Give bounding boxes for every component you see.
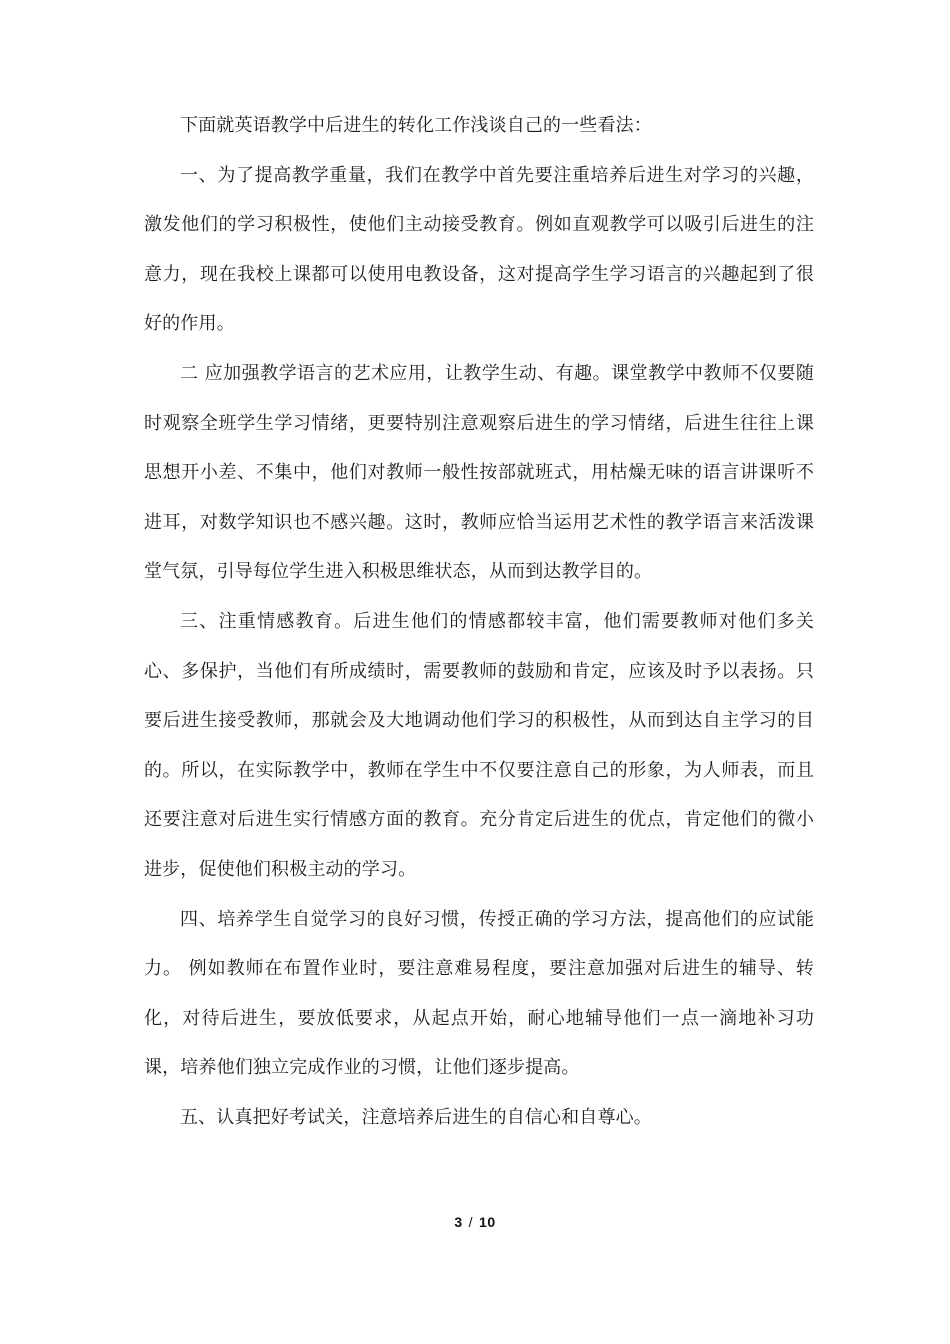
document-body <box>144 101 814 1142</box>
paragraph-point-1: 一、为了提高教学重量，我们在教学中首先要注重培养后进生对学习的兴趣，激发他们的学习积极性，使他们主动接受教育。例如直观教学可以吸引后进生的注意力，现在我校上课都可以使用电教设备，这对提高学生学习语言的兴趣起到了很好的作用。 <box>144 164 814 335</box>
current-page-number: 3 <box>454 1214 463 1230</box>
page-number-separator: / <box>468 1214 474 1230</box>
paragraph-point-5: 五、认真把好考试关，注意培养后进生的自信心和自尊心。 <box>180 1106 652 1128</box>
paragraph-intro: 下面就英语教学中后进生的转化工作浅谈自己的一些看法： <box>180 115 652 136</box>
total-page-count: 10 <box>479 1214 496 1230</box>
paragraph-point-4: 四、培养学生自觉学习的良好习惯，传授正确的学习方法，提高他们的应试能力。 例如教师在布置作业时，要注意难易程度，要注意加强对后进生的辅导、转化，对待后进生，要放低要求，从起点开始，耐心地辅导他们一点一滴地补习功课，培养他们独立完成作业的习惯，让他们逐步提高。 <box>144 908 814 1079</box>
page-number <box>0 1214 950 1230</box>
paragraph-point-3: 三、注重情感教育。后进生他们的情感都较丰富，他们需要教师对他们多关心、多保护，当他们有所成绩时，需要教师的鼓励和肯定，应该及时予以表扬。只要后进生接受教师，那就会及大地调动他们学习的积极性，从而到达自主学习的目的。所以，在实际教学中，教师在学生中不仅要注意自己的形象，为人师表，而且还要注意对后进生实行情感方面的教育。充分肯定后进生的优点，肯定他们的微小进步，促使他们积极主动的学习。 <box>144 610 814 880</box>
paragraph-point-2: 二 应加强教学语言的艺术应用，让教学生动、有趣。课堂教学中教师不仅要随时观察全班学生学习情绪，更要特别注意观察后进生的学习情绪，后进生往往上课思想开小差、不集中，他们对教师一般性按部就班式，用枯燥无味的语言讲课听不进耳，对数学知识也不感兴趣。这时，教师应恰当运用艺术性的教学语言来活泼课堂气氛，引导每位学生进入积极思维状态，从而到达教学目的。 <box>144 362 814 583</box>
